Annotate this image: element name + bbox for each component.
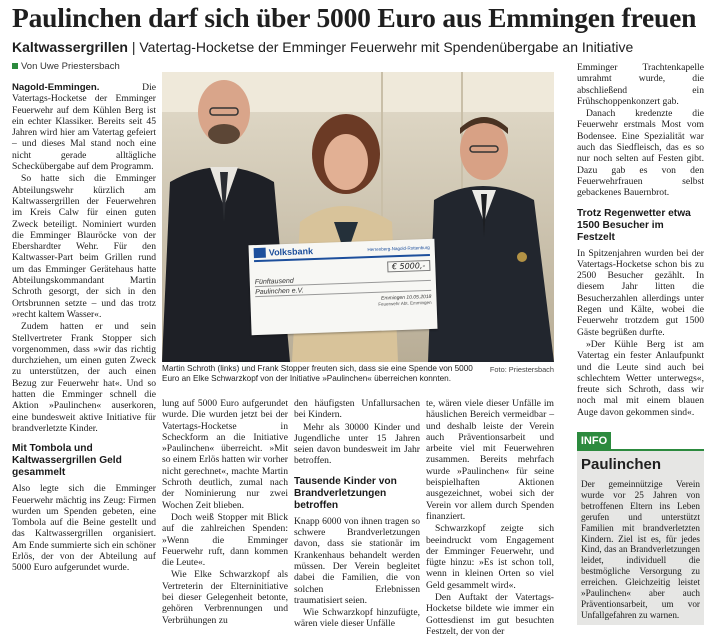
- byline-square-icon: [12, 63, 18, 69]
- paragraph: Wie Elke Schwarzkopf als Vertreterin der Elterninitiative bei dieser Gelegenheit betonte, gehören Verbrennungen und Verbrühungen zu: [162, 569, 288, 626]
- article-subtitle-text: Vatertag-Hocketse der Emminger Feuerwehr mit Spendenübergabe an Initiative: [139, 39, 634, 55]
- kicker-divider: |: [131, 39, 140, 55]
- article-headline: Paulinchen darf sich über 5000 Euro aus Emmingen freuen: [12, 2, 697, 33]
- dateline: Nagold-Emmingen.: [12, 82, 100, 93]
- paragraph: Den Auftakt der Vatertags-Hocketse bildete wie immer ein Gottesdienst im gut besuchten Festzelt, der von der: [426, 592, 554, 637]
- photo-caption: [162, 364, 554, 384]
- paragraph: te, wären viele dieser Unfälle im häuslichen Bereich vermeidbar – und deshalb leiste der Verein auch Präventionsarbeit und arbeite viel mit Feuerwehren zusammen. Bereits mehrfach wurde »Paulinchen« für seine beispielhaften Aktionen ausgezeichnet, wobei sich der Verein vor allem durch Spenden finanziert.: [426, 398, 554, 522]
- check-bank-region: Herrenberg-Nagold-Rottenburg: [367, 244, 430, 252]
- paragraph: Also legte sich die Emminger Feuerwehr mächtig ins Zeug: Firmen wurden um Spenden gebeten, eine Tombola auf die Beine gestellt und das Kaltwassergrillen organisiert. Am Ende summierte sich ein schöner Erlös, der von der Abteilung auf 5000 Euro aufgerundet wurde.: [12, 483, 156, 574]
- paragraph: Emminger Trachtenkapelle umrahmt wurde, die abschließend ein Frühschoppenkonzert gab.: [577, 62, 704, 107]
- paragraph: In Spitzenjahren wurden bei der Vatertags-Hocketse schon bis zu 2500 Besucher gezählt. In diesem Jahr litten die Besucherzahlen allerdings unter Regen und Kälte, wobei die Feuerwehr trotzdem gut 1500 Gäste begrüßen durfte.: [577, 247, 704, 338]
- article-subtitle: [12, 39, 633, 55]
- paragraph: Danach kredenzte die Feuerwehr erstmals Most vom Bodensee. Eine Spezialität war auch das Siedfleisch, das es so nur noch selten auf Festen gibt. Dazu gab es von den Feuerwehrfrauen selbst gebackenes Bauernbrot.: [577, 108, 704, 199]
- section-subheading: Tausende Kinder von Brandverletzungen betroffen: [294, 475, 397, 511]
- info-box-title: Paulinchen: [581, 456, 662, 473]
- article-byline: [12, 61, 120, 72]
- section-subheading: Mit Tombola und Kaltwassergrillen Geld gesammelt: [12, 443, 122, 479]
- check-payee: Paulinchen e.V.: [255, 283, 431, 297]
- bank-logo-icon: [254, 248, 266, 258]
- paragraph: Zudem hatten er und sein Stellvertreter Frank Stopper sich vorgenommen, dass »wir das richtig durchziehen, um einen guten Zweck zu unterstützen, der auch einen Bezug zur Feuerwehr hat«. Und so hatten die Emminger schnell die Aktion »Paulinchen« auserkoren, eine bundesweit aktive Initiative für brandverletzte Kinder.: [12, 321, 156, 434]
- paragraph: Knapp 6000 von ihnen tragen so schwere Brandverletzungen davon, dass sie stationär im Krankenhaus behandelt werden müssen. Der Verein begleitet dabei die Familien, die von solchen Erlebnissen traumatisiert seien.: [294, 515, 420, 606]
- article-column-2: [162, 398, 288, 624]
- article-kicker: Kaltwassergrillen: [12, 39, 128, 55]
- paragraph: [12, 82, 156, 172]
- check-place-date: Emmingen 10.05.2018: [381, 293, 432, 302]
- donation-check: [248, 239, 437, 335]
- check-bank: Volksbank: [268, 246, 314, 258]
- paragraph: Schwarzkopf zeigte sich beeindruckt vom Engagement der Emminger Feuerwehr, und fügte hinzu: »Es ist schon toll, wenn in kleinen Orten so viel Geld gesammelt wird«.: [426, 523, 554, 591]
- article-photo: [162, 72, 554, 362]
- check-amount: € 5000,-: [387, 260, 431, 273]
- check-amount-words: Fünftausend: [255, 273, 431, 287]
- paragraph: »Der Kühle Berg ist am Vatertag ein fester Anlaufpunkt und die Leute sind auch bei schlechtem Wetter unterwegs«, freute sich Schroth, dass wir noch mal mit einem blauen Auge davon gekommen sind«.: [577, 338, 704, 418]
- paragraph-text: Die Vatertags-Hocketse der Emminger Feuerwehr auf dem Kühlen Berg ist ein echter Klassiker. Bereits seit 45 Jahren wird hier am Vatertag gefeiert – und dieses Mal stand noch eine nicht gerade alltägliche Scheckübergabe auf dem Programm.: [12, 82, 156, 173]
- section-subheading: Trotz Regenwetter etwa 1500 Besucher im Festzelt: [577, 207, 691, 243]
- article-column-1: [12, 82, 156, 624]
- paragraph: Doch weiß Stopper mit Blick auf die zahlreichen Spenden: »Wenn die Emminger Feuerwehr ruft, dann kommen die Leute«.: [162, 511, 288, 569]
- byline-text: Von Uwe Priestersbach: [21, 61, 120, 72]
- info-box: [577, 451, 704, 625]
- info-box-body: Der gemeinnützige Verein wurde vor 25 Jahren von betroffenen Eltern ins Leben gerufen und unterstützt Familien mit brandverletzten Kindern. Ziel ist es, für jedes Kind, das an Brandverletzungen leidet, individuell die bestmögliche Versorgung zu erreichen. Gleichzeitig leistet »Paulinchen« aber auch Präventionsarbeit, um vor Unfallgefahren zu warnen.: [581, 479, 700, 620]
- article-column-4: [426, 398, 554, 637]
- photo-credit: Foto: Priestersbach: [489, 365, 554, 374]
- check-signature-note: Feuerwehr Abt. Emmingen: [378, 299, 432, 307]
- article-column-5: [577, 62, 704, 428]
- article-column-3: [294, 398, 420, 630]
- paragraph: So hatte sich die Emminger Abteilungswehr kürzlich am Kaltwassergrillen der Feuerwehren im Kreis Calw für einen guten Zweck beteiligt. Nominiert wurden die Emminger Blauröcke von der Ebershardter Wehr. Für den Kaltwasser-Part beim Grillen rund um das Emminger Gerätehaus hatte Abteilungskommandant Martin Schroth gesorgt, der sich in den Ortsbrunnen setzte – und das trotz »recht kaltem Wasser«.: [12, 173, 156, 320]
- paragraph: den häufigsten Unfallursachen bei Kindern.: [294, 398, 420, 421]
- paragraph: Wie Schwarzkopf hinzufügte, wären viele dieser Unfälle: [294, 607, 420, 630]
- paragraph: Mehr als 30000 Kinder und Jugendliche unter 15 Jahren seien davon bundesweit im Jahr betroffen.: [294, 421, 420, 467]
- caption-text: Martin Schroth (links) und Frank Stopper freuten sich, dass sie eine Spende von 5000 Euro an Elke Schwarzkopf von der Initiative »Paulinchen« überreichen konnten.: [162, 364, 473, 383]
- paragraph: lung auf 5000 Euro aufgerundet wurde. Die wurden jetzt bei der Vatertags-Hocketse in Scheckform an die Initiative »Paulinchen« überreicht. »Mit so einem Erlös hatten wir vorher nicht gerechnet«, machte Martin Schroth deutlich, zumal nach der Nominierung nur zwei Wochen Zeit blieben.: [162, 398, 288, 511]
- info-tag: INFO: [577, 432, 611, 450]
